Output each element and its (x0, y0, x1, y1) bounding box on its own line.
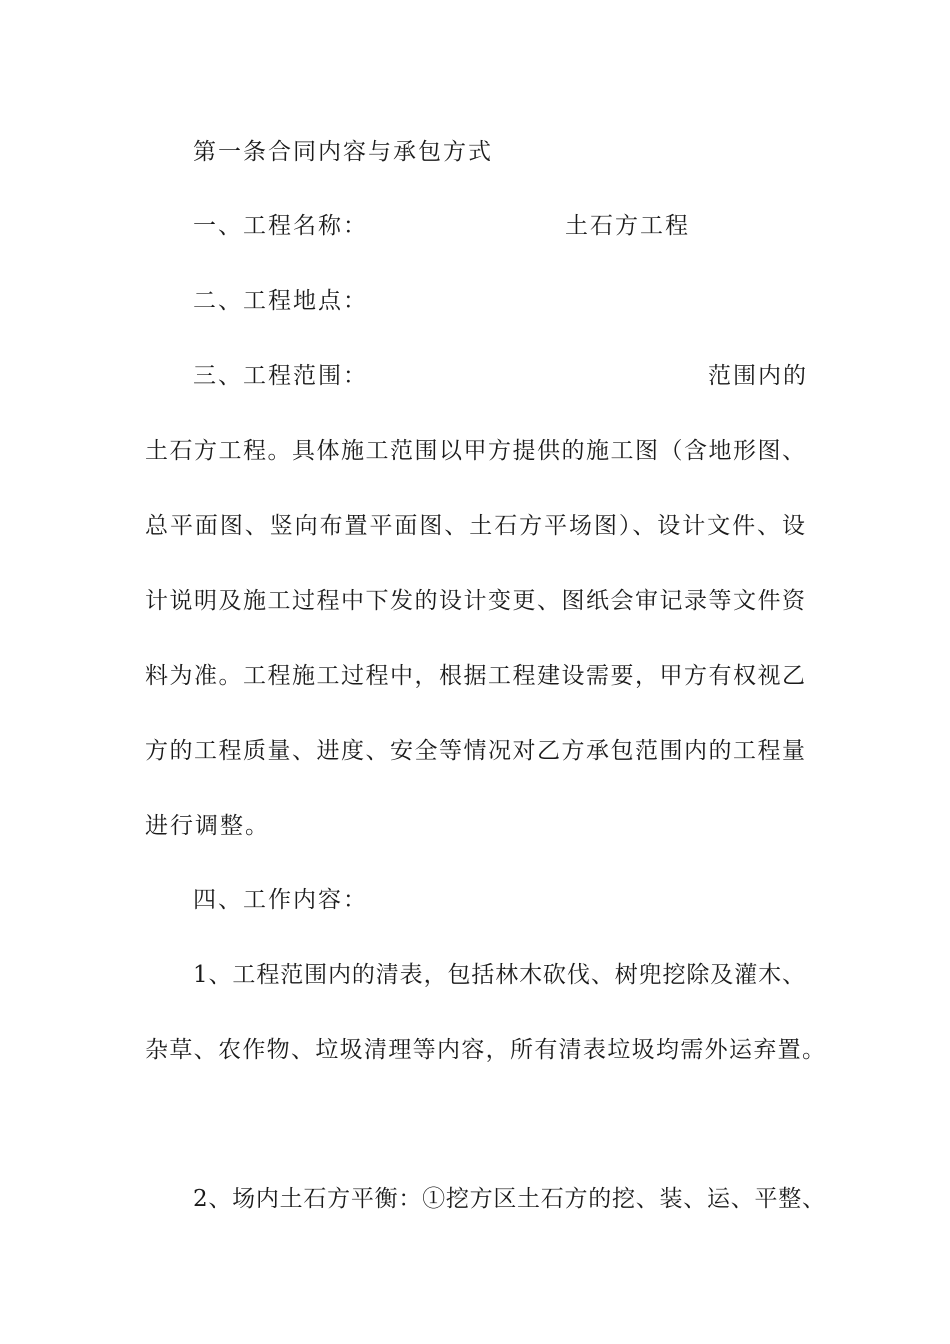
scope-text-line: 总平面图、竖向布置平面图、土石方平场图）、设计文件、设 (145, 513, 805, 539)
scope-text-line: 计说明及施工过程中下发的设计变更、图纸会审记录等文件资 (145, 588, 805, 614)
scope-text-line-last: 进行调整。 (145, 813, 270, 839)
article-title: 第一条合同内容与承包方式 (193, 139, 493, 165)
scope-text-line: 方的工程质量、进度、安全等情况对乙方承包范围内的工程量 (145, 738, 805, 764)
work-item-1-line: 杂草、农作物、垃圾清理等内容，所有清表垃圾均需外运弃置。 (145, 1037, 825, 1063)
project-name-value: 土石方工程 (565, 213, 690, 239)
scope-text-line: 料为准。工程施工过程中，根据工程建设需要，甲方有权视乙 (145, 663, 805, 689)
work-content-label: 四、工作内容： (193, 887, 368, 913)
project-scope-value-tail: 范围内的 (708, 363, 808, 389)
scope-text-line: 土石方工程。具体施工范围以甲方提供的施工图（含地形图、 (145, 438, 805, 464)
project-scope-label: 三、工程范围： (193, 363, 368, 389)
project-name-label: 一、工程名称： (193, 213, 368, 239)
work-item-1-line: 1、工程范围内的清表，包括林木砍伐、树兜挖除及灌木、 (193, 962, 805, 988)
project-location-label: 二、工程地点： (193, 288, 368, 314)
work-item-2-line: 2、场内土石方平衡：①挖方区土石方的挖、装、运、平整、 (193, 1186, 825, 1212)
